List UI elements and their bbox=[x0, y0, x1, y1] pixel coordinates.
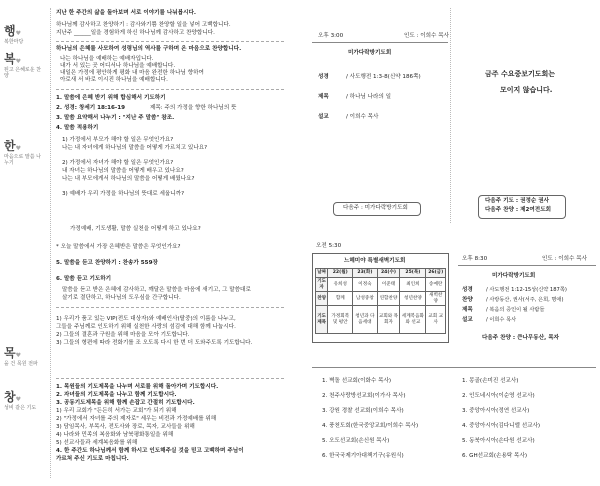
margin-line bbox=[50, 8, 51, 478]
divider bbox=[56, 41, 284, 42]
blessing-line-3: 내일은 가정에 평안하게 평화 내 마음 완전한 하나님 향하여 bbox=[60, 70, 204, 76]
eve-row-4-value: / 이희수 목사 bbox=[486, 317, 517, 323]
blessing-line-4: 아로새 서 바로 이시진 하나님을 예배합니다. bbox=[60, 77, 168, 83]
table-cell: 새벽찬양 bbox=[426, 292, 446, 306]
table-cell: 최인희 bbox=[400, 278, 426, 292]
table-cell: 22(월) bbox=[328, 269, 353, 278]
heart-icon: ♥ bbox=[15, 145, 21, 152]
close-item-1: 1. 목원들의 기도제목을 나누며 서로를 위해 돌아가며 기도합시다. bbox=[56, 384, 219, 390]
sun-row-1-value: / 사도행전 1:3-8(신약 186쪽) bbox=[346, 74, 421, 80]
word-step-2-ref: 2. 성경: 창세기 18:16-19 bbox=[56, 105, 126, 111]
mission-right-3: 3. 중앙아시아(정연 선교사) bbox=[462, 408, 530, 414]
table-cell: 송예란 bbox=[426, 278, 446, 292]
question-1b: 나는 내 자녀에게 하나님의 말씀을 어떻게 가르치고 있나요? bbox=[62, 145, 208, 151]
table-cell: 23(화) bbox=[353, 269, 377, 278]
notice-line-1: 금주 수요중보기도회는 bbox=[485, 70, 556, 78]
mission-left-3: 3. 강원 경찰 선교회(이희수 목사) bbox=[322, 408, 404, 414]
question-2c: 나는 내 부모에게서 하나님의 말씀을 어떻게 배웠나요? bbox=[62, 176, 195, 182]
word-step-4: 4. 말씀 적용하기 bbox=[56, 125, 99, 131]
pray-line-3: 2) 그들의 결혼과 구원을 위해 마음을 모아 기도합니다. bbox=[56, 332, 190, 338]
sun-row-2-label: 제목 bbox=[318, 94, 329, 100]
happiness-line-1: 하나님께 감사하고 찬양하기 : 감사와기쁨 찬양할 일을 넣어 고백합니다. bbox=[56, 22, 231, 28]
mission-left-2: 2. 천주사랑방선교회(이가사 목사) bbox=[322, 393, 406, 399]
word-step-2-title: 제목: 주의 가정을 향한 하나님의 뜻 bbox=[150, 105, 237, 111]
dawn-time: 오전 5:30 bbox=[316, 243, 342, 249]
table-cell: 청년찬양 bbox=[400, 292, 426, 306]
eve-next: 다음주 찬양 : 큰나무동산, 목자 bbox=[482, 335, 559, 341]
next-info-1: 다음주 기도 : 권정순 권사 bbox=[485, 198, 550, 204]
table-row bbox=[316, 278, 446, 292]
pray-line-2: 그들을 주님께로 인도하기 위해 실천한 사랑의 섬김에 대해 함께 나눕시다. bbox=[56, 324, 236, 330]
prayer-line-2: 살기로 결단하고, 하나님의 도우심을 간구합니다. bbox=[62, 295, 181, 301]
blessing-line-2: 내가 서 있는 곳 어디서나 하나님을 예배합니다. bbox=[60, 63, 176, 69]
question-3a: 3) 예배가 우리 가정을 하나님의 뜻대로 세웁니까? bbox=[62, 191, 185, 197]
table-cell: 날짜 bbox=[316, 269, 328, 278]
table-cell: 26(금) bbox=[426, 269, 446, 278]
close-item-5: 2) "가정에서 자녀를 주의 제자로" 세우는 비전과 가정예배를 위해 bbox=[56, 416, 217, 422]
sun-row-1-label: 성경 bbox=[318, 74, 329, 80]
table-row bbox=[316, 306, 446, 334]
mission-right-5: 5. 동북아시아(손다원 선교사) bbox=[462, 438, 535, 444]
table-cell: 가정회복 및 평안 bbox=[328, 306, 353, 334]
close-item-7: 4) 나라와 민족의 복음화와 남북평화통일을 위해 bbox=[56, 432, 174, 438]
notice-line-2: 모이지 않습니다. bbox=[500, 86, 553, 94]
center-line bbox=[450, 8, 451, 223]
dawn-title: 느헤미야 특별새벽기도회 bbox=[344, 258, 406, 264]
question-2a: 2) 가정에서 자녀가 해야 할 일은 무엇인가요? bbox=[62, 160, 174, 166]
table-cell: 유희성 bbox=[328, 278, 353, 292]
close-item-10: 가르쳐 주신 기도로 마칩니다. bbox=[56, 456, 129, 462]
section-label-happiness: 행♥ 복한마당 bbox=[4, 24, 24, 45]
happiness-line-2: 지난주 ______일을 경험하게 하신 하나님께 감사하고 찬양합니다. bbox=[56, 30, 215, 36]
divider bbox=[56, 378, 284, 379]
mission-right-2: 2. 인도네시아(이순영 선교사) bbox=[462, 393, 535, 399]
heart-icon: ♥ bbox=[15, 30, 21, 37]
sun-leader: 인도 : 이희수 목사 bbox=[404, 33, 450, 39]
sun-title: 미가다락방기도회 bbox=[348, 50, 392, 56]
close-item-4: 1) 우리 교회가 "든든히 서가는 교회"가 되기 위해 bbox=[56, 408, 177, 414]
mission-right-1: 1. 몽골(손미진 선교사) bbox=[462, 378, 519, 384]
divider bbox=[458, 265, 596, 266]
sun-row-2-value: / 하나님 나라의 일 bbox=[346, 94, 392, 100]
heart-icon: ♥ bbox=[15, 352, 21, 359]
table-cell: 교회 교사 bbox=[426, 306, 446, 334]
section-label-blessing: 복♥ 된고 은혜로운 찬양 bbox=[4, 52, 41, 79]
table-cell: 남성중창 bbox=[353, 292, 377, 306]
mission-right-6: 6. GH선교회(손용탁 목사) bbox=[462, 453, 528, 459]
table-cell: 함께 bbox=[328, 292, 353, 306]
prayer-line-1: 말씀을 듣고 받은 은혜에 감사하고, 깨달은 말씀을 마음에 새기고, 그 말씀대로 bbox=[62, 287, 251, 293]
eve-leader: 인도 : 이희수 목사 bbox=[542, 256, 588, 262]
question-1a: 1) 가정에서 부모가 해야 할 일은 무엇인가요? bbox=[62, 137, 174, 143]
section-label-close: 창♥ 성비 같은 기도 bbox=[4, 390, 37, 411]
eve-row-3-label: 제목 bbox=[462, 307, 473, 313]
eve-row-3-value: / 복음의 증인이 될 사람들 bbox=[486, 307, 545, 313]
word-step-3: 3. 말씀 요약해서 나누기 : "지난 주 말씀" 참조. bbox=[56, 115, 175, 121]
close-item-3: 3. 공동기도제목을 위해 함께 손잡고 간절히 기도합시다. bbox=[56, 400, 195, 406]
sun-time: 오후 3:00 bbox=[318, 33, 344, 39]
close-item-2: 2. 자녀들의 기도제목을 나누고 함께 기도합시다. bbox=[56, 392, 177, 398]
close-item-6: 3) 담임목사, 부목사, 전도사와 장로, 목자, 교사들을 위해 bbox=[56, 424, 195, 430]
mission-left-5: 5. 오도선교회(손신원 목사) bbox=[322, 438, 390, 444]
table-cell: 25(목) bbox=[400, 269, 426, 278]
eve-row-1-value: / 사도행전 1:12-15상(신약 187쪽) bbox=[486, 287, 567, 293]
mission-left-6: 6. 한국국제기아대책기구(유원식) bbox=[322, 453, 404, 459]
table-cell: 이정숙 bbox=[353, 278, 377, 292]
eve-row-4-label: 설교 bbox=[462, 317, 473, 323]
divider bbox=[312, 367, 596, 368]
word-step-1: 1. 말씀에 은혜 받기 위해 합심해서 기도하기 bbox=[56, 95, 166, 101]
blessing-title: 하나님의 은혜를 사모하여 성령님의 역사를 구하며 온 마음으로 찬양합니다. bbox=[56, 46, 242, 52]
intro-header: 지난 한 주간의 삶을 돌아보며 서로 이야기를 나눠봅시다. bbox=[56, 10, 197, 16]
pray-line-4: 3) 그들의 형편에 따라 전화기를 조 오도록 다시 한 번 더 도와주도록 기도합니다. bbox=[56, 340, 253, 346]
next-week-label: 다음주 : 미가다락방기도회 bbox=[343, 205, 408, 211]
dawn-schedule-table bbox=[315, 268, 446, 334]
table-row bbox=[316, 292, 446, 306]
pray-line-1: 1) 우리가 품고 있는 VIP(전도 대상자)와 예배인사(탈중)의 이름을 나누고, bbox=[56, 316, 236, 322]
next-info-2: 다음주 찬양 : 제2여전도회 bbox=[485, 207, 552, 213]
mission-left-4: 4. 풍천도회(한국중앙교회/이희수 목사) bbox=[322, 423, 419, 429]
eve-row-2-value: / 사랑동산, 권사(서주, 은희, 명애) bbox=[486, 297, 564, 303]
eve-time: 오후 8:30 bbox=[462, 256, 488, 262]
divider bbox=[56, 307, 284, 308]
eve-row-1-label: 성경 bbox=[462, 287, 473, 293]
word-note: * 오늘 말씀에서 가장 은혜받은 말씀은 무엇인가요? bbox=[56, 244, 181, 250]
mission-left-1: 1. 벽돌 선교회(이화수 목사) bbox=[322, 378, 392, 384]
table-cell: 이준태 bbox=[377, 278, 400, 292]
table-cell: 기도제목 bbox=[316, 306, 328, 334]
sun-row-3-label: 설교 bbox=[318, 114, 329, 120]
eve-row-2-label: 찬양 bbox=[462, 297, 473, 303]
table-cell: 청년과 다음세대 bbox=[353, 306, 377, 334]
heart-icon: ♥ bbox=[15, 396, 21, 403]
table-cell: 연합찬양 bbox=[377, 292, 400, 306]
close-item-9: 4. 한 주간도 하나님께서 함께 하시고 인도해주실 것을 믿고 고백하며 주님이 bbox=[56, 448, 244, 454]
word-step-5: 5. 말씀을 듣고 찬양하기 : 찬송가 559장 bbox=[56, 260, 158, 266]
section-label-word: 한♥ 마음으로 말씀 나누기 bbox=[4, 139, 41, 166]
eve-title: 미가다락방기도회 bbox=[492, 273, 536, 279]
close-item-8: 5) 선교사들과 세계복음화를 위해 bbox=[56, 440, 138, 446]
blessing-line-1: 나는 하나님을 예배하는 예배자입니다. bbox=[60, 56, 154, 62]
table-cell: 세계복음화와 선교 bbox=[400, 306, 426, 334]
sun-row-3-value: / 이희수 목사 bbox=[346, 114, 379, 120]
question-2b: 내 자녀는 하나님의 말씀을 어떻게 배우고 있나요? bbox=[62, 168, 184, 174]
heart-icon: ♥ bbox=[15, 58, 21, 65]
table-cell: 24(수) bbox=[377, 269, 400, 278]
mission-right-4: 4. 중앙아시아(김다니엘 선교사) bbox=[462, 423, 541, 429]
question-3b: 가정예배, 기도생활, 말씀 실천을 어떻게 하고 있나요? bbox=[70, 226, 201, 232]
table-row bbox=[316, 269, 446, 278]
table-cell: 찬양 bbox=[316, 292, 328, 306]
word-step-6: 6. 말씀 듣고 기도하기 bbox=[56, 276, 112, 282]
table-cell: 교회와 목회자 bbox=[377, 306, 400, 334]
table-cell: 기도자 bbox=[317, 279, 327, 290]
section-label-pray: 목♥ 을 건 목원 전파 bbox=[4, 346, 38, 367]
divider bbox=[56, 89, 284, 90]
divider bbox=[312, 42, 448, 43]
